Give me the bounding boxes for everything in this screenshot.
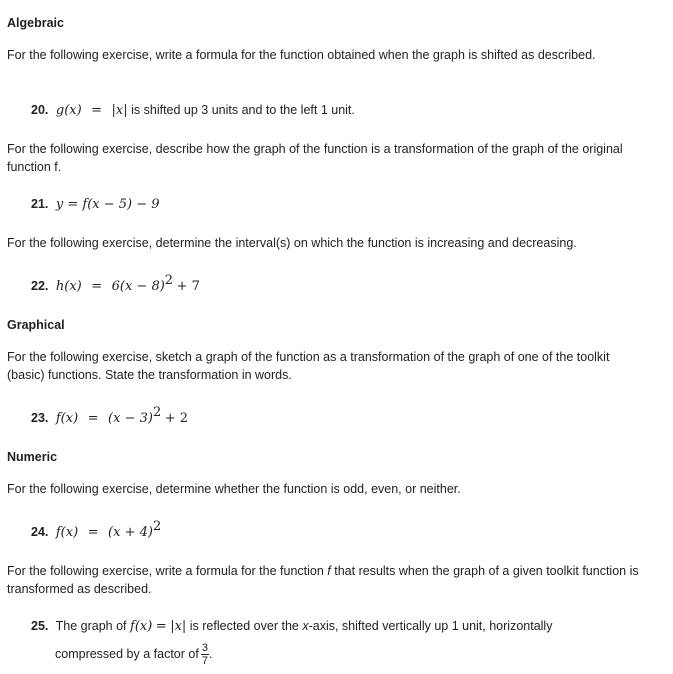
math-rhs: 6(x − 8)	[111, 279, 165, 294]
section-heading-graphical: Graphical	[7, 318, 65, 332]
instruction-23: For the following exercise, sketch a graph of the function as a transformation of the graph of one of the toolkit (basic) functions. State the transformation in words.	[7, 350, 610, 382]
section-heading-algebraic: Algebraic	[7, 16, 64, 30]
math-lhs: f(x)	[55, 525, 79, 540]
instruction-24: For the following exercise, determine whether the function is odd, even, or neither.	[7, 482, 461, 496]
instruction-text: For the following exercise, describe how the graph of the function is a transformation of the graph of the original function f.	[7, 142, 623, 174]
exercise-number: 23.	[31, 411, 49, 425]
exercise-number: 22.	[31, 279, 49, 293]
exercise-22	[31, 273, 651, 296]
section-heading-numeric: Numeric	[7, 450, 58, 464]
instruction-function-name: f	[327, 564, 331, 578]
math-rhs: |x|	[170, 619, 187, 634]
math-rhs: (x + 4)	[108, 525, 153, 540]
math-exponent: 2	[164, 273, 174, 288]
instruction-22: For the following exercise, determine the interval(s) on which the function is increasing and decreasing.	[7, 236, 577, 250]
instruction-21	[7, 140, 647, 176]
exercise-text: .	[208, 647, 213, 661]
math-lhs: g(x)	[55, 103, 82, 118]
math-equals: =	[87, 525, 99, 540]
exercise-text: The graph of	[55, 619, 127, 633]
instruction-25	[7, 562, 647, 598]
math-tail: + 2	[164, 411, 189, 426]
exercise-number: 25.	[31, 619, 49, 633]
exercise-25-line1	[31, 617, 651, 636]
math-expression: y = f(x − 5) − 9	[55, 197, 160, 212]
math-lhs: f(x)	[130, 619, 153, 634]
exercise-number: 24.	[31, 525, 49, 539]
instruction-text: that results when the graph of a given toolkit function is transformed as described.	[7, 564, 639, 596]
exercise-text: -axis, shifted vertically up 1 unit, horizontally	[308, 619, 553, 633]
math-exponent: 2	[152, 519, 162, 534]
exercise-24	[31, 519, 651, 542]
exercise-23	[31, 405, 651, 428]
exercise-text: is shifted up 3 units and to the left 1 unit.	[131, 103, 355, 117]
exercise-21	[31, 195, 651, 214]
axis-name: x	[302, 619, 309, 633]
math-equals: =	[87, 411, 99, 426]
math-tail: + 7	[176, 279, 200, 294]
exercise-text: compressed by a factor of	[55, 647, 199, 661]
math-equals: =	[155, 619, 167, 634]
exercise-25-line2	[55, 639, 673, 669]
exercise-number: 21.	[31, 197, 49, 211]
math-equals: =	[91, 103, 103, 118]
fraction-denominator: 7	[201, 655, 208, 668]
math-rhs: (x − 3)	[108, 411, 153, 426]
exercise-number: 20.	[31, 103, 49, 117]
exercise-text: is reflected over the	[189, 619, 299, 633]
math-exponent: 2	[152, 405, 162, 420]
exercise-20	[31, 101, 651, 120]
math-lhs: f(x)	[55, 411, 79, 426]
math-equals: =	[91, 279, 103, 294]
math-rhs: |x|	[111, 103, 128, 118]
instruction-text: For the following exercise, write a formula for the function	[7, 564, 328, 578]
instruction-20: For the following exercise, write a formula for the function obtained when the graph is shifted as described.	[7, 48, 596, 62]
math-lhs: h(x)	[55, 279, 82, 294]
fraction-numerator: 3	[201, 642, 208, 655]
fraction	[201, 642, 209, 667]
